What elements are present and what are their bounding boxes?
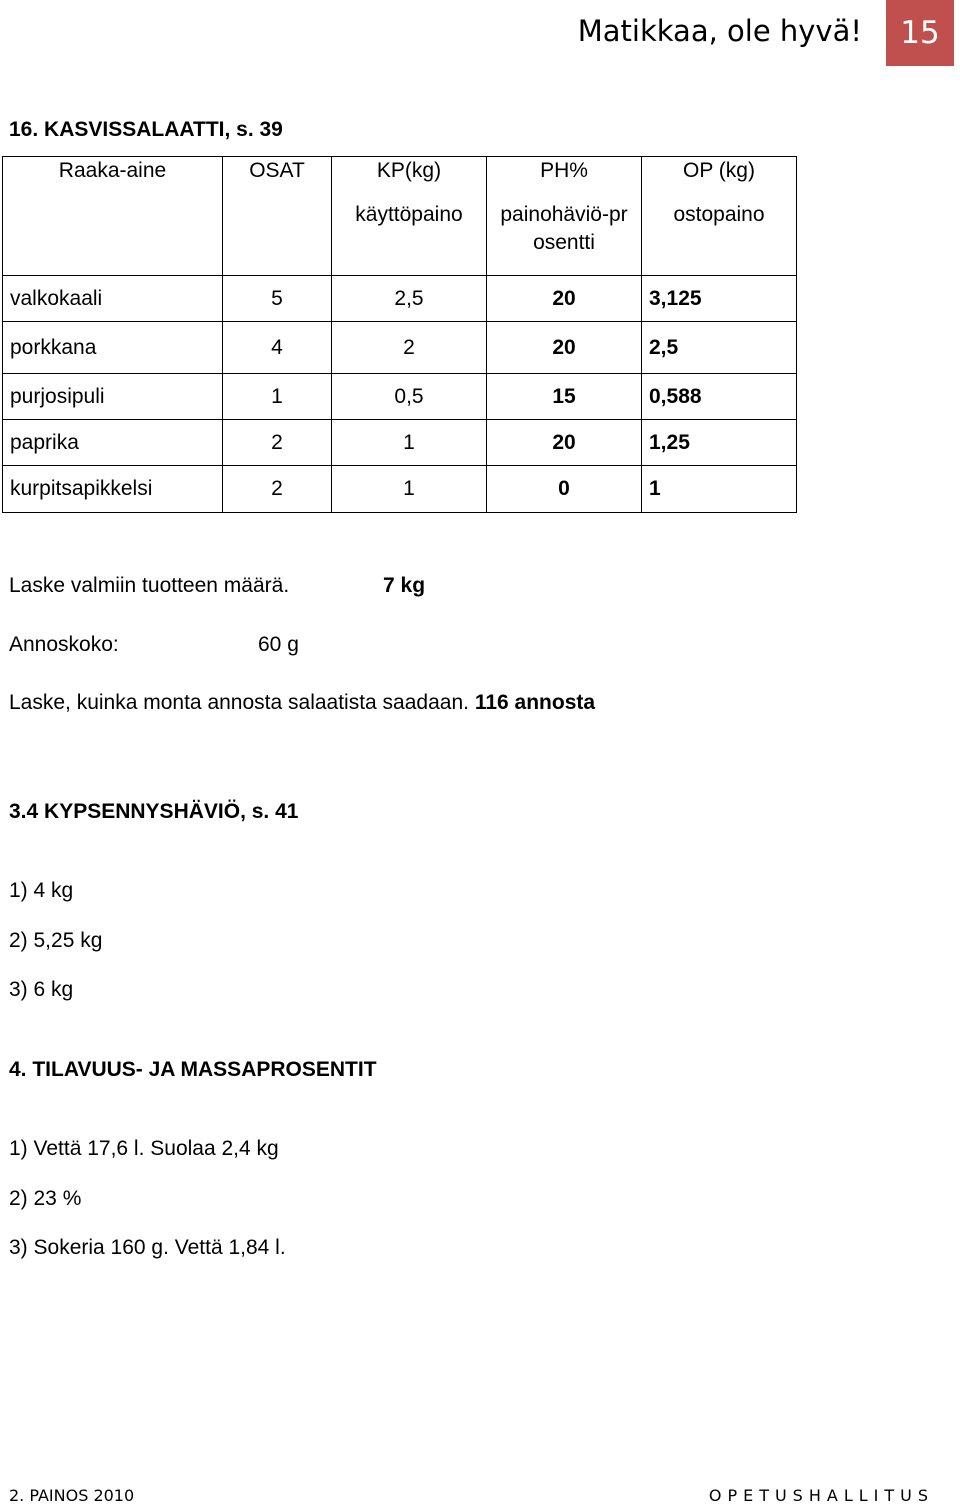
table-cell: 0: [487, 466, 642, 513]
page-number-badge: 15: [886, 0, 954, 66]
question-label: Laske, kuinka monta annosta salaatista saadaan.: [9, 691, 469, 714]
footer-edition: 2. PAINOS 2010: [9, 1486, 135, 1505]
answer-line: 3) Sokeria 160 g. Vettä 1,84 l.: [9, 1236, 286, 1259]
table-header-cell: OP (kg) ostopaino: [642, 157, 797, 276]
question-label: Laske valmiin tuotteen määrä.: [9, 574, 290, 597]
table-row: [3, 420, 797, 466]
table-row: [3, 322, 797, 374]
table-cell: 0,588: [642, 374, 797, 420]
table-cell: 1: [223, 374, 332, 420]
table-header-cell: KP(kg) käyttöpaino: [332, 157, 487, 276]
table-header-row: [3, 157, 797, 276]
portion-size-label: Annoskoko:: [9, 633, 119, 656]
answer-line: 2) 23 %: [9, 1187, 82, 1210]
table-cell: 3,125: [642, 276, 797, 322]
table-cell: 5: [223, 276, 332, 322]
table-cell: 2: [332, 322, 487, 374]
recipe-table: [2, 156, 797, 513]
answer-portions: 116 annosta: [474, 691, 596, 714]
table-cell: 15: [487, 374, 642, 420]
answer-line: 2) 5,25 kg: [9, 929, 103, 952]
section-title-tilavuus: 4. TILAVUUS- JA MASSAPROSENTIT: [9, 1058, 377, 1081]
table-row: [3, 374, 797, 420]
table-cell: 1: [642, 466, 797, 513]
table-cell: 20: [487, 322, 642, 374]
table-row: [3, 466, 797, 513]
table-header-cell: Raaka-aine: [3, 157, 223, 276]
answer-line: 3) 6 kg: [9, 978, 74, 1001]
question-portions: [9, 691, 595, 715]
answer-line: 1) 4 kg: [9, 879, 74, 902]
section-title-kasvissalaatti: 16. KASVISSALAATTI, s. 39: [9, 118, 283, 141]
table-cell: kurpitsapikkelsi: [3, 466, 223, 513]
table-header-cell: PH% painohäviö-prosentti: [487, 157, 642, 276]
portion-size-value: 60 g: [258, 633, 299, 656]
table-cell: valkokaali: [3, 276, 223, 322]
table-cell: porkkana: [3, 322, 223, 374]
table-header-cell: OSAT: [223, 157, 332, 276]
table-cell: 0,5: [332, 374, 487, 420]
table-cell: 2,5: [642, 322, 797, 374]
table-cell: 2,5: [332, 276, 487, 322]
answer-line: 1) Vettä 17,6 l. Suolaa 2,4 kg: [9, 1137, 279, 1160]
header-title: Matikkaa, ole hyvä!: [577, 14, 862, 48]
table-cell: 1: [332, 420, 487, 466]
question-product-amount: [9, 574, 289, 598]
table-cell: paprika: [3, 420, 223, 466]
section-title-kypsennyshavio: 3.4 KYPSENNYSHÄVIÖ, s. 41: [9, 800, 299, 823]
footer-publisher: OPETUSHALLITUS: [708, 1486, 934, 1505]
answer-product-amount: 7 kg: [383, 574, 426, 597]
table-cell: 1,25: [642, 420, 797, 466]
table-cell: 4: [223, 322, 332, 374]
table-row: [3, 276, 797, 322]
table-cell: 2: [223, 420, 332, 466]
table-cell: 20: [487, 276, 642, 322]
table-cell: purjosipuli: [3, 374, 223, 420]
table-cell: 20: [487, 420, 642, 466]
table-cell: 2: [223, 466, 332, 513]
table-cell: 1: [332, 466, 487, 513]
